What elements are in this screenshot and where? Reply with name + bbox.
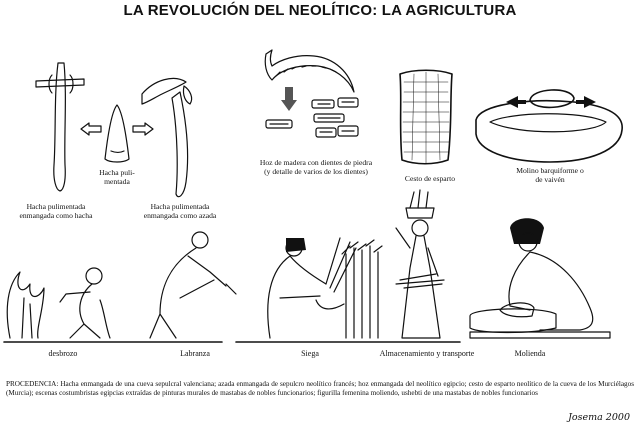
caption-labranza: Labranza [180, 349, 210, 358]
sickle-teeth-detail-illustration [262, 96, 362, 148]
caption-polished-blade: Hacha puli- mentada [99, 168, 135, 186]
page-title: LA REVOLUCIÓN DEL NEOLÍTICO: LA AGRICULTURA [123, 2, 517, 19]
source-note: PROCEDENCIA: Hacha enmangada de una cueva sepulcral valenciana; azada enmangada de sepulcro neolítico francés; hoz enmangada del neolítico egipcio; cesto de esparto neolítico de la cueva de los Murciélagos (Murcia); escenas costumbristas egipcias extraídas de pinturas murales de mastabas de nobles funcionarios; figurilla femenina moliendo, ushebti de una mastabas de nobles funcionarios [6, 380, 634, 397]
caption-sickle: Hoz de madera con dientes de piedra (y detalle de varios de los dientes) [259, 158, 373, 176]
esparto-basket-illustration [394, 68, 458, 168]
saddle-quern-illustration [470, 80, 630, 166]
caption-axe-as-hoe: Hacha pulimentada enmangada como azada [143, 202, 217, 220]
caption-molienda: Molienda [514, 349, 546, 358]
caption-basket: Cesto de esparto [404, 174, 456, 183]
caption-siega: Siega [301, 349, 319, 358]
arrow-left-icon [80, 122, 102, 136]
caption-desbrozo: desbrozo [48, 349, 78, 358]
author-signature: Josema 2000 [568, 412, 630, 423]
caption-quern: Molino barquiforme o de vaivén [516, 166, 584, 184]
hafted-hoe-illustration [140, 72, 210, 202]
caption-almacenamiento: Almacenamiento y transporte [379, 349, 475, 358]
scenes-illustration [0, 188, 640, 348]
caption-axe-as-axe: Hacha pulimentada enmangada como hacha [19, 202, 93, 220]
polished-axe-blade-illustration [102, 103, 132, 165]
wooden-sickle-illustration [258, 44, 358, 104]
